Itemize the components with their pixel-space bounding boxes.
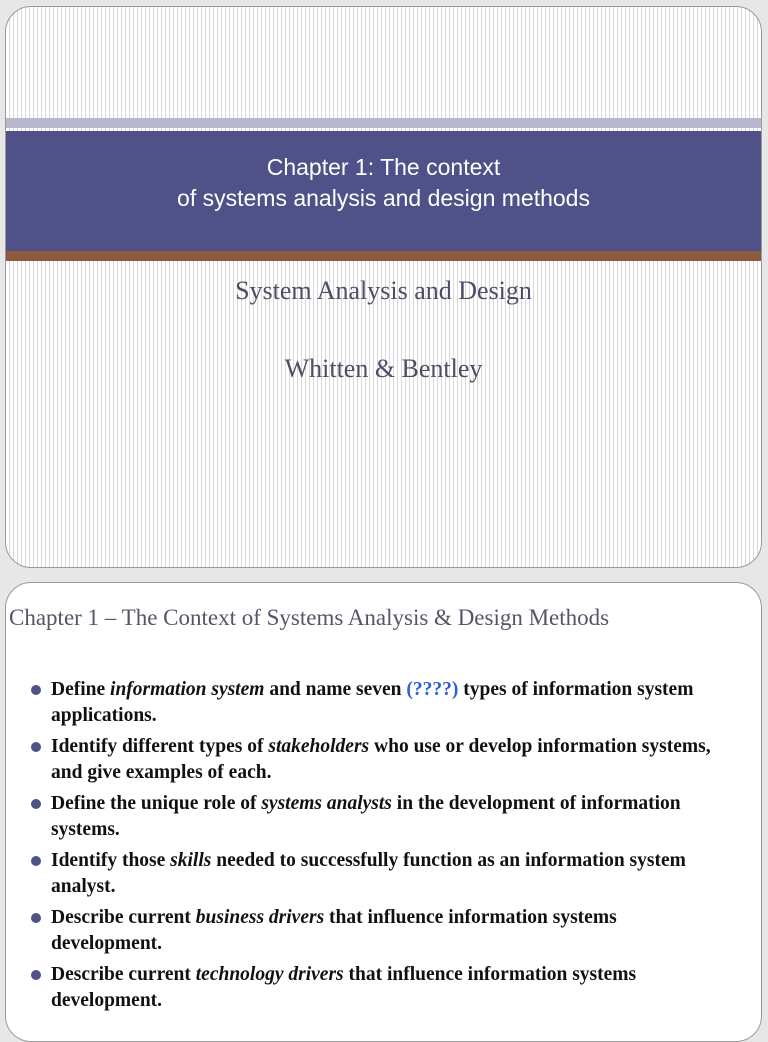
title-slide	[5, 6, 762, 568]
bullet-icon	[31, 685, 41, 695]
bullet-icon	[31, 742, 41, 752]
objective-item: Identify different types of stakeholders who use or develop information systems, and give examples of each.	[20, 734, 720, 786]
objective-item: Identify those skills needed to successfully function as an information system analyst.	[20, 848, 720, 900]
slide-authors: Whitten & Bentley	[284, 354, 483, 383]
objective-item: Define the unique role of systems analysts in the development of information systems.	[20, 791, 720, 843]
slide-title-line-2: of systems analysis and design methods	[177, 185, 590, 211]
slide-subtitle: System Analysis and Design	[235, 276, 532, 305]
slide-title-line-1: Chapter 1: The context	[266, 154, 501, 180]
objectives-slide	[5, 582, 762, 1042]
objectives-list	[20, 677, 720, 1019]
title-band-top-stripe	[6, 118, 761, 128]
objective-item: Define information system and name seven (????) types of information system applications.	[20, 677, 720, 729]
placeholder-highlight: (????)	[406, 679, 459, 700]
title-band-bottom-stripe	[6, 251, 761, 261]
bullet-icon	[31, 856, 41, 866]
slide-title	[6, 152, 761, 214]
objective-item: Describe current technology drivers that influence information systems development.	[20, 962, 720, 1014]
objectives-heading: Chapter 1 – The Context of Systems Analysis & Design Methods	[9, 605, 610, 630]
objective-item: Describe current business drivers that influence information systems development.	[20, 905, 720, 957]
bullet-icon	[31, 799, 41, 809]
bullet-icon	[31, 913, 41, 923]
bullet-icon	[31, 970, 41, 980]
